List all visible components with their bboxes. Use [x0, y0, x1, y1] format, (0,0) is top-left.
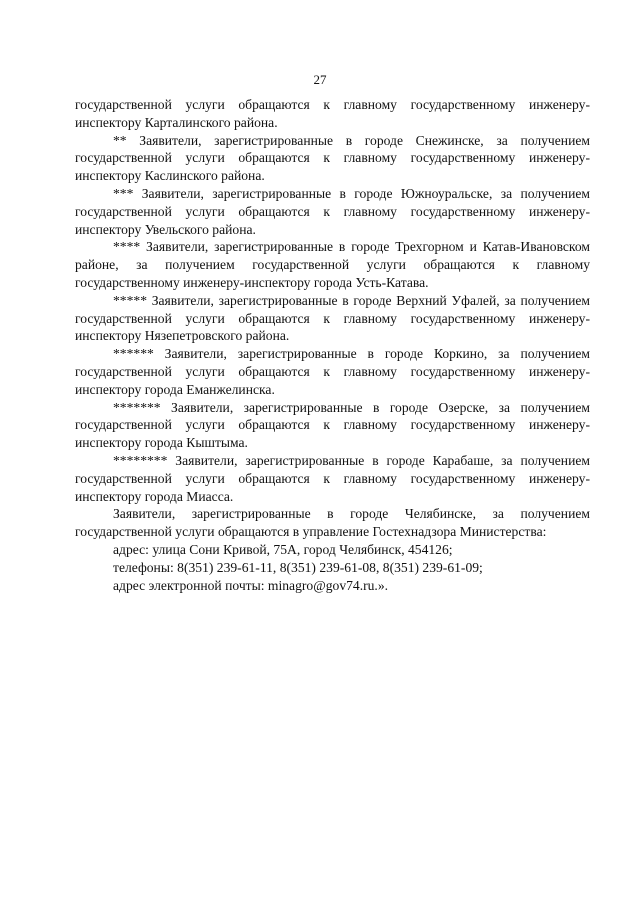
document-body: [75, 96, 590, 594]
contact-address: адрес: улица Сони Кривой, 75А, город Челябинск, 454126;: [113, 541, 453, 557]
footnote-snezhinsk: ** Заявители, зарегистрированные в городе Снежинске, за получением государственной услуги обращаются к главному государственному инженеру-инспектору Каслинского района.: [75, 132, 590, 184]
paragraph-kartaly: государственной услуги обращаются к главному государственному инженеру-инспектору Карталинского района.: [75, 97, 590, 130]
footnote-verkhny-ufaley: ***** Заявители, зарегистрированные в городе Верхний Уфалей, за получением государственной услуги обращаются к главному государственному инженеру-инспектору Нязепетровского района.: [75, 292, 590, 344]
footnote-ozersk: ******* Заявители, зарегистрированные в городе Озерске, за получением государственной услуги обращаются к главному государственному инженеру-инспектору города Кыштыма.: [75, 399, 590, 451]
contact-phones: телефоны: 8(351) 239-61-11, 8(351) 239-61-08, 8(351) 239-61-09;: [113, 559, 483, 575]
footnote-trekhgorny: **** Заявители, зарегистрированные в городе Трехгорном и Катав-Ивановском районе, за получением государственной услуги обращаются к главному государственному инженеру-инспектору города Усть-Катава.: [75, 239, 590, 290]
contact-email: адрес электронной почты: minagro@gov74.ru.».: [113, 577, 389, 593]
footnote-karabash: ******** Заявители, зарегистрированные в городе Карабаше, за получением государственной услуги обращаются к главному государственному инженеру-инспектору города Миасса.: [75, 452, 590, 504]
page-number: 27: [313, 72, 327, 87]
footnote-korkino: ****** Заявители, зарегистрированные в городе Коркино, за получением государственной услуги обращаются к главному государственному инженеру-инспектору города Еманжелинска.: [75, 346, 590, 397]
footnote-yuzhnouralsk: *** Заявители, зарегистрированные в городе Южноуральске, за получением государственной услуги обращаются к главному государственному инженеру-инспектору Увельского района.: [75, 185, 590, 237]
paragraph-chelyabinsk: Заявители, зарегистрированные в городе Челябинске, за получением государственной услуги обращаются в управление Гостехнадзора Министерства:: [75, 506, 590, 540]
